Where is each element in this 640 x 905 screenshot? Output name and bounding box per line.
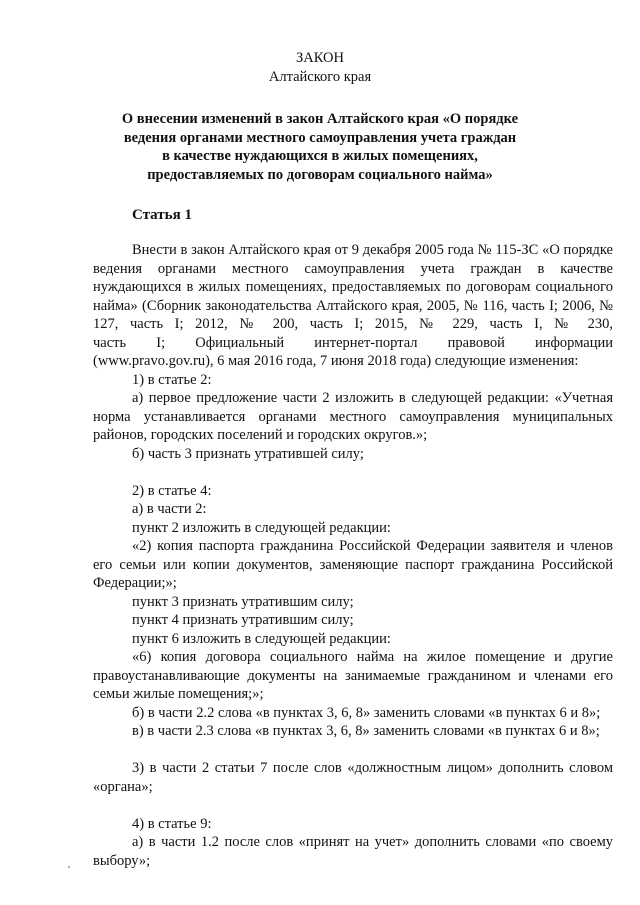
amendment-quote: «2) копия паспорта гражданина Российской Федерации заявителя и членов его семьи или копии документов, заменяющие паспорт гражданина Российской Федерации;»; [93,538,613,591]
amendment-subitem: а) первое предложение части 2 изложить в следующей редакции: «Учетная норма устанавливается органами местного самоуправления муниципальных районов, городских поселений и городских округов.»; [93,390,613,443]
document-region: Алтайского края [268,69,372,85]
amendment-point: пункт 6 изложить в следующей редакции: [132,630,391,647]
amendment-point: пункт 3 признать утратившим силу; [132,593,354,610]
amendment-subitem: в) в части 2.3 слова «в пунктах 3, 6, 8» заменить словами «в пунктах 6 и 8»; [132,723,600,739]
law-subject-title [96,110,544,184]
subject-line: О внесении изменений в закон Алтайского края «О порядке [121,111,519,127]
amendment-subitem: б) часть 3 признать утратившей силу; [132,445,364,462]
amendment-subitem: а) в части 2: [132,501,207,517]
amendment-item: 4) в статье 9: [132,815,212,832]
scan-speck [68,866,70,868]
intro-paragraph: Внести в закон Алтайского края от 9 декабря 2005 года № 115-ЗС «О порядке ведения органами местного самоуправления учета граждан в качестве нуждающихся в жилых помещениях, предоставляемых по договорам социального найма» (Сборник законодательства Алтайского края, 2005, № 116, часть I; 2006, № 127, часть I; 2012, № 200, часть I; 2015, № 229, часть I, № 230, [93,242,613,332]
amendment-subitem: а) в части 1.2 после слов «принят на учет» дополнить словами «по своему выбору»; [93,834,613,869]
subject-line: в качестве нуждающихся в жилых помещениях, [162,148,478,164]
article-heading: Статья 1 [132,207,192,223]
intro-paragraph-line: часть I; Официальный интернет-портал правовой информации [93,334,613,351]
amendment-point: пункт 4 признать утратившим силу; [132,612,354,628]
subject-line: ведения органами местного самоуправления учета граждан [123,129,517,146]
amendment-item: 2) в статье 4: [132,482,212,499]
amendment-quote: «6) копия договора социального найма на жилое помещение и другие правоустанавливающие документы на занимаемые гражданином и членами его семьи жилые помещения;»; [93,649,613,702]
amendment-item: 3) в части 2 статьи 7 после слов «должностным лицом» дополнить словом «органа»; [93,760,613,795]
amendment-subitem: б) в части 2.2 слова «в пунктах 3, 6, 8» заменить словами «в пунктах 6 и 8»; [132,704,601,721]
amendment-point: пункт 2 изложить в следующей редакции: [132,519,391,536]
amendment-item: 1) в статье 2: [132,371,212,388]
intro-paragraph-line: (www.pravo.gov.ru), 6 мая 2016 года, 7 июня 2018 года) следующие изменения: [93,353,579,369]
article-body [93,241,613,870]
document-type: ЗАКОН [296,50,344,66]
subject-line: предоставляемых по договорам социального найма» [147,166,493,183]
